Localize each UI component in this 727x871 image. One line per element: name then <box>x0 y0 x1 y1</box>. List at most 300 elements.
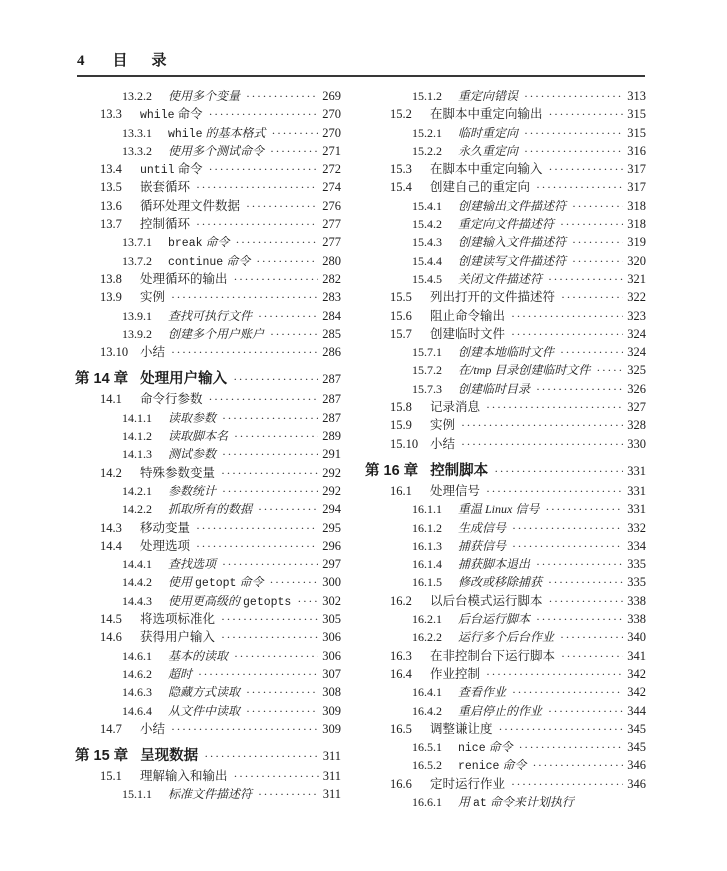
entry-page-number: 313 <box>627 89 646 103</box>
entry-page-number: 289 <box>322 429 341 444</box>
toc-entry <box>75 500 341 518</box>
entry-title: 创建自己的重定向 <box>430 180 531 195</box>
code-term: getopt <box>195 577 237 591</box>
entry-title: 特殊参数变量 <box>140 465 216 480</box>
entry-title: 后台运行脚本 <box>458 612 531 627</box>
toc-entry <box>365 683 646 701</box>
entry-title: 隐藏方式读取 <box>168 685 241 700</box>
entry-page-number: 328 <box>627 418 646 433</box>
toc-entry <box>75 197 341 215</box>
entry-number: 14.6.4 <box>122 703 152 718</box>
entry-page-number: 318 <box>627 217 646 232</box>
entry-title: nice 命令 <box>458 740 513 756</box>
dot-leader <box>171 720 318 738</box>
toc-entry <box>365 610 646 628</box>
toc-entry <box>75 519 341 537</box>
dot-leader <box>596 361 623 379</box>
toc-entry <box>365 307 646 325</box>
entry-number: 14.4 <box>100 538 122 553</box>
toc-entry <box>75 573 341 591</box>
entry-page-number: 302 <box>322 593 341 608</box>
entry-title: 使用 getopt 命令 <box>168 575 264 591</box>
entry-title: 列出打开的文件描述符 <box>430 290 556 305</box>
code-term: continue <box>168 255 224 269</box>
toc-entry <box>365 647 646 665</box>
dot-leader <box>561 288 623 306</box>
entry-number: 16.4 <box>390 666 412 681</box>
dot-leader <box>512 537 623 555</box>
entry-number: 14.4.1 <box>122 557 152 572</box>
entry-title: 重温 Linux 信号 <box>458 502 540 517</box>
entry-page-number: 277 <box>322 217 341 232</box>
entry-title: 小结 <box>430 436 456 451</box>
entry-page-number: 272 <box>322 162 341 177</box>
toc-entry <box>365 288 646 306</box>
code-term: getopts <box>243 595 292 609</box>
toc-entry <box>75 343 341 361</box>
entry-number: 14.1.2 <box>122 429 152 444</box>
entry-page-number: 292 <box>322 483 341 498</box>
entry-number: 第 16 章 <box>365 462 419 479</box>
entry-number: 13.9.2 <box>122 326 152 341</box>
entry-page-number: 345 <box>627 740 646 755</box>
entry-number: 16.1.4 <box>412 557 442 572</box>
toc-entry <box>75 683 341 701</box>
entry-page-number: 311 <box>322 749 341 764</box>
entry-title: 重定向文件描述符 <box>458 217 555 232</box>
entry-number: 15.1 <box>100 769 122 784</box>
entry-page-number: 294 <box>322 502 341 517</box>
entry-number: 14.1.3 <box>122 447 152 462</box>
dot-leader <box>246 87 318 105</box>
dot-leader <box>536 555 623 573</box>
entry-number: 15.2 <box>390 107 412 122</box>
entry-number: 14.4.2 <box>122 575 152 590</box>
toc-entry <box>75 427 341 445</box>
toc-entry <box>365 500 646 518</box>
entry-number: 14.6.2 <box>122 666 152 681</box>
entry-title: 作业控制 <box>430 666 481 681</box>
dot-leader <box>270 142 318 160</box>
entry-page-number: 331 <box>627 483 646 498</box>
entry-page-number: 327 <box>627 400 646 415</box>
toc-entry <box>365 702 646 720</box>
entry-title: 测试参数 <box>168 447 217 462</box>
toc-entry <box>75 720 341 738</box>
dot-leader <box>548 702 623 720</box>
dot-leader <box>548 270 623 288</box>
toc-entry <box>365 252 646 270</box>
entry-title: 在脚本中重定向输出 <box>430 107 543 122</box>
entry-number: 14.4.3 <box>122 593 152 608</box>
dot-leader <box>512 519 623 537</box>
entry-page-number: 292 <box>322 465 341 480</box>
entry-page-number: 270 <box>322 125 341 140</box>
dot-leader <box>221 464 318 482</box>
toc-entry <box>75 369 341 389</box>
entry-number: 16.1.5 <box>412 575 442 590</box>
entry-title: 处理用户输入 <box>140 371 228 388</box>
entry-title: 修改或移除捕获 <box>458 575 543 590</box>
code-term: while <box>140 109 175 123</box>
dot-leader <box>234 270 319 288</box>
entry-page-number: 345 <box>627 721 646 736</box>
dot-leader <box>171 288 318 306</box>
entry-title: 实例 <box>430 418 456 433</box>
dot-leader <box>524 142 623 160</box>
entry-page-number: 285 <box>322 326 341 341</box>
dot-leader <box>209 105 319 123</box>
entry-number: 第 14 章 <box>75 371 129 388</box>
entry-number: 16.2 <box>390 593 412 608</box>
entry-title: 读取参数 <box>168 410 217 425</box>
entry-title: 处理循环的输出 <box>140 271 228 286</box>
dot-leader <box>209 160 319 178</box>
entry-page-number: 346 <box>627 758 646 773</box>
dot-leader <box>560 628 623 646</box>
toc-entry <box>75 628 341 646</box>
entry-title: 实例 <box>140 290 166 305</box>
entry-title: 创建多个用户账户 <box>168 326 265 341</box>
entry-page-number: 308 <box>322 685 341 700</box>
entry-page-number: 338 <box>627 593 646 608</box>
entry-title: 移动变量 <box>140 520 191 535</box>
toc-entry <box>365 105 646 123</box>
entry-number: 16.4.2 <box>412 703 442 718</box>
dot-leader <box>258 307 318 325</box>
toc-entry <box>75 482 341 500</box>
toc-entry <box>75 233 341 251</box>
entry-title: 捕获脚本退出 <box>458 557 531 572</box>
dot-leader <box>545 500 623 518</box>
entry-page-number: 283 <box>322 290 341 305</box>
entry-page-number: 280 <box>322 253 341 268</box>
code-term: nice <box>458 742 486 756</box>
dot-leader <box>572 233 623 251</box>
entry-title: 创建临时文件 <box>430 326 506 341</box>
toc-entry <box>75 307 341 325</box>
dot-leader <box>461 416 623 434</box>
entry-number: 16.5 <box>390 721 412 736</box>
entry-title: 抓取所有的数据 <box>168 502 253 517</box>
dot-leader <box>486 665 623 683</box>
entry-number: 15.7 <box>390 326 412 341</box>
entry-number: 15.3 <box>390 162 412 177</box>
toc-entry <box>365 555 646 573</box>
entry-title: 临时重定向 <box>458 125 519 140</box>
entry-title: 从文件中读取 <box>168 703 241 718</box>
entry-title: 控制循环 <box>140 217 191 232</box>
entry-number: 16.5.2 <box>412 758 442 773</box>
toc-entry <box>75 665 341 683</box>
toc-entry <box>75 767 341 785</box>
entry-number: 15.7.1 <box>412 345 442 360</box>
entry-title: 在非控制台下运行脚本 <box>430 648 556 663</box>
entry-title: until 命令 <box>140 162 203 178</box>
toc-entry <box>365 756 646 774</box>
entry-number: 15.9 <box>390 418 412 433</box>
toc-entry <box>365 87 646 105</box>
entry-page-number: 311 <box>322 769 341 784</box>
entry-title: 处理信号 <box>430 483 481 498</box>
entry-number: 13.7.1 <box>122 235 152 250</box>
entry-page-number: 306 <box>322 630 341 645</box>
entry-page-number: 323 <box>627 308 646 323</box>
entry-page-number: 284 <box>322 308 341 323</box>
entry-page-number: 319 <box>627 235 646 250</box>
entry-page-number: 309 <box>322 721 341 736</box>
entry-number: 15.7.3 <box>412 381 442 396</box>
entry-title: 创建本地临时文件 <box>458 345 555 360</box>
dot-leader <box>549 160 624 178</box>
entry-page-number: 322 <box>627 290 646 305</box>
entry-title: 查找选项 <box>168 557 217 572</box>
dot-leader <box>256 252 318 270</box>
dot-leader <box>272 124 319 142</box>
toc-entry <box>75 215 341 233</box>
entry-page-number: 282 <box>322 271 341 286</box>
entry-title: renice 命令 <box>458 758 527 774</box>
entry-page-number: 335 <box>627 557 646 572</box>
entry-page-number: 340 <box>627 630 646 645</box>
entry-title: 用 at 命令来计划执行 <box>458 794 574 810</box>
entry-title: 调整谦让度 <box>430 721 493 736</box>
entry-page-number: 287 <box>322 392 341 407</box>
entry-page-number: 331 <box>627 463 646 478</box>
entry-number: 13.4 <box>100 162 122 177</box>
entry-number: 第 15 章 <box>75 748 129 765</box>
dot-leader <box>524 124 623 142</box>
entry-number: 15.7.2 <box>412 363 442 378</box>
entry-number: 13.9.1 <box>122 308 152 323</box>
entry-page-number: 320 <box>627 253 646 268</box>
entry-page-number: 330 <box>627 436 646 451</box>
dot-leader <box>222 555 318 573</box>
toc-entry <box>365 124 646 142</box>
code-term: until <box>140 164 175 178</box>
dot-leader <box>512 683 623 701</box>
dot-leader <box>486 482 623 500</box>
entry-title: 重启停止的作业 <box>458 703 543 718</box>
toc-entry <box>365 270 646 288</box>
entry-title: 捕获信号 <box>458 538 507 553</box>
dot-leader <box>560 343 623 361</box>
dot-leader <box>511 775 623 793</box>
entry-number: 13.7 <box>100 217 122 232</box>
toc-entry <box>75 785 341 803</box>
entry-number: 13.9 <box>100 290 122 305</box>
entry-title: 将选项标准化 <box>140 612 216 627</box>
entry-number: 16.5.1 <box>412 740 442 755</box>
entry-title: 命令行参数 <box>140 392 203 407</box>
entry-number: 16.1.3 <box>412 538 442 553</box>
entry-title: 创建读写文件描述符 <box>458 253 567 268</box>
entry-number: 14.3 <box>100 520 122 535</box>
entry-number: 13.3 <box>100 107 122 122</box>
entry-page-number: 346 <box>627 776 646 791</box>
toc-entry <box>365 665 646 683</box>
toc-entry <box>365 343 646 361</box>
dot-leader <box>536 610 623 628</box>
entry-number: 14.2 <box>100 465 122 480</box>
entry-title: 呈现数据 <box>140 748 199 765</box>
entry-page-number: 341 <box>627 648 646 663</box>
entry-page-number: 321 <box>627 271 646 286</box>
dot-leader <box>572 252 623 270</box>
entry-page-number: 311 <box>322 787 341 802</box>
code-term: while <box>168 127 203 141</box>
code-term: break <box>168 237 203 251</box>
entry-number: 16.4.1 <box>412 685 442 700</box>
entry-title: 查找可执行文件 <box>168 308 253 323</box>
entry-title: 处理选项 <box>140 538 191 553</box>
entry-title: 查看作业 <box>458 685 507 700</box>
entry-page-number: 315 <box>627 107 646 122</box>
toc-entry <box>75 270 341 288</box>
header-title: 目 录 <box>112 53 172 69</box>
dot-leader <box>270 325 318 343</box>
dot-leader <box>511 307 623 325</box>
entry-page-number: 342 <box>627 666 646 681</box>
entry-title: 小结 <box>140 721 166 736</box>
dot-leader <box>236 233 319 251</box>
dot-leader <box>461 435 623 453</box>
entry-number: 13.3.2 <box>122 143 152 158</box>
toc-entry <box>365 720 646 738</box>
toc-entry <box>365 738 646 756</box>
toc-entry <box>365 482 646 500</box>
toc-entry <box>365 628 646 646</box>
toc-entry <box>365 361 646 379</box>
entry-number: 13.7.2 <box>122 253 152 268</box>
entry-page-number: 277 <box>322 235 341 250</box>
entry-title: 理解输入和输出 <box>140 769 228 784</box>
dot-leader <box>234 647 318 665</box>
entry-number: 15.10 <box>390 436 419 451</box>
entry-title: continue 命令 <box>168 253 251 269</box>
entry-number: 16.2.2 <box>412 630 442 645</box>
entry-title: 读取脚本名 <box>168 429 229 444</box>
dot-leader <box>536 380 623 398</box>
dot-leader <box>209 390 319 408</box>
toc-entry <box>365 215 646 233</box>
entry-number: 15.8 <box>390 400 412 415</box>
entry-title: 创建输出文件描述符 <box>458 198 567 213</box>
entry-number: 15.4.3 <box>412 235 442 250</box>
entry-number: 13.5 <box>100 180 122 195</box>
entry-page-number: 295 <box>322 520 341 535</box>
dot-leader <box>221 610 318 628</box>
entry-page-number: 274 <box>322 180 341 195</box>
toc-entry <box>75 288 341 306</box>
toc-entry <box>365 197 646 215</box>
toc-entry <box>365 160 646 178</box>
entry-title: 使用多个测试命令 <box>168 143 265 158</box>
toc-entry <box>365 380 646 398</box>
dot-leader <box>519 738 624 756</box>
code-term: renice <box>458 760 500 774</box>
code-term: at <box>473 796 487 810</box>
entry-page-number: 316 <box>627 143 646 158</box>
toc-entry <box>75 647 341 665</box>
entry-page-number: 307 <box>322 666 341 681</box>
entry-page-number: 338 <box>627 612 646 627</box>
dot-leader <box>524 87 623 105</box>
dot-leader <box>204 746 319 766</box>
entry-number: 15.1.2 <box>412 89 442 103</box>
entry-title: 永久重定向 <box>458 143 519 158</box>
dot-leader <box>258 500 318 518</box>
entry-page-number: 335 <box>627 575 646 590</box>
entry-title: 创建临时目录 <box>458 381 531 396</box>
entry-page-number: 276 <box>322 198 341 213</box>
entry-number: 13.6 <box>100 198 122 213</box>
entry-number: 16.6 <box>390 776 412 791</box>
dot-leader <box>196 215 318 233</box>
dot-leader <box>246 702 318 720</box>
entry-title: 运行多个后台作业 <box>458 630 555 645</box>
entry-page-number: 344 <box>627 703 646 718</box>
dot-leader <box>234 427 318 445</box>
dot-leader <box>234 767 319 785</box>
dot-leader <box>196 537 318 555</box>
toc-entry <box>75 105 341 123</box>
dot-leader <box>499 720 624 738</box>
dot-leader <box>221 628 318 646</box>
dot-leader <box>536 178 623 196</box>
dot-leader <box>561 647 623 665</box>
entry-title: 在脚本中重定向输入 <box>430 162 543 177</box>
entry-title: 超时 <box>168 666 193 681</box>
toc-entry <box>365 435 646 453</box>
toc-entry <box>75 746 341 766</box>
entry-title: 以后台模式运行脚本 <box>430 593 543 608</box>
entry-page-number: 309 <box>322 703 341 718</box>
entry-number: 15.1.1 <box>122 787 152 802</box>
entry-page-number: 317 <box>627 162 646 177</box>
entry-number: 15.2.2 <box>412 143 442 158</box>
entry-page-number: 324 <box>627 345 646 360</box>
entry-number: 14.2.1 <box>122 483 152 498</box>
dot-leader <box>246 683 318 701</box>
entry-page-number: 342 <box>627 685 646 700</box>
entry-title: 循环处理文件数据 <box>140 198 241 213</box>
toc-entry <box>75 325 341 343</box>
entry-page-number: 291 <box>322 447 341 462</box>
entry-page-number: 300 <box>322 575 341 590</box>
entry-page-number: 305 <box>322 612 341 627</box>
toc-entry <box>365 398 646 416</box>
entry-title: 生成信号 <box>458 520 507 535</box>
dot-leader <box>233 369 318 389</box>
dot-leader <box>258 785 319 803</box>
entry-title: break 命令 <box>168 235 230 251</box>
toc-entry <box>75 464 341 482</box>
toc-entry <box>75 160 341 178</box>
entry-page-number: 318 <box>627 198 646 213</box>
entry-number: 14.6.3 <box>122 685 152 700</box>
toc-entry <box>75 142 341 160</box>
toc-entry <box>365 519 646 537</box>
entry-title: 重定向错误 <box>458 89 519 103</box>
toc-entry <box>75 87 341 105</box>
entry-number: 15.6 <box>390 308 412 323</box>
dot-leader <box>549 105 624 123</box>
entry-title: 使用更高级的 getopts <box>168 593 292 609</box>
dot-leader <box>269 573 318 591</box>
toc-entry <box>365 793 646 811</box>
entry-number: 14.1.1 <box>122 410 152 425</box>
